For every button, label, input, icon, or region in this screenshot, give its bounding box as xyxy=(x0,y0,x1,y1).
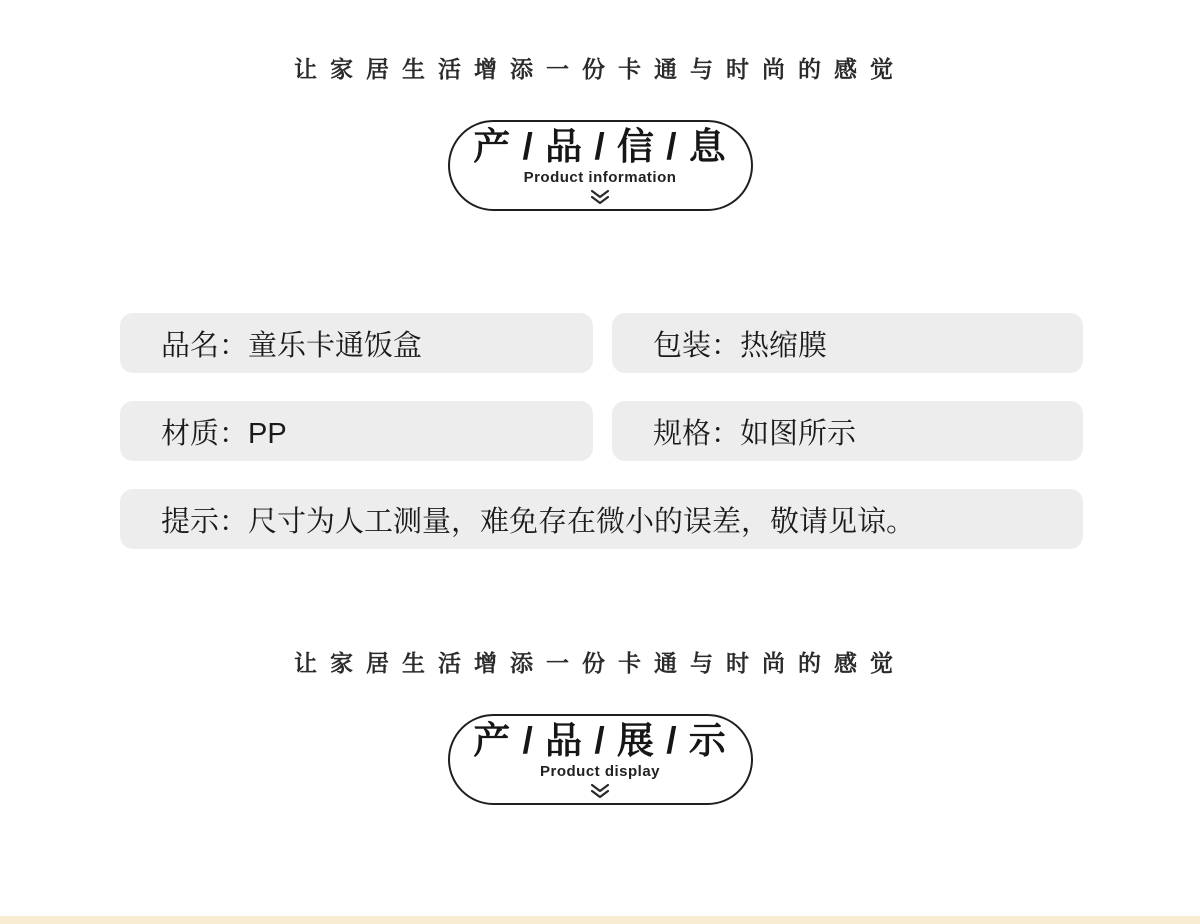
spec-box-packaging xyxy=(612,313,1083,373)
badge-subtitle-en: Product information xyxy=(523,169,677,186)
spec-box-product-name xyxy=(120,313,593,373)
badge-title-zh: 产 / 品 / 展 / 示 xyxy=(473,720,727,761)
product-info-badge xyxy=(448,120,753,211)
spec-text: 材质：PP xyxy=(161,417,287,450)
tagline-top: 让家居生活增添一份卡通与时尚的感觉 xyxy=(294,56,906,82)
badge-title-zh: 产 / 品 / 信 / 息 xyxy=(473,126,727,167)
spec-text: 规格：如图所示 xyxy=(653,417,857,450)
spec-box-specification xyxy=(612,401,1083,461)
badge-subtitle-en: Product display xyxy=(539,763,661,780)
bottom-accent-strip xyxy=(0,916,1200,924)
spec-text: 包装：热缩膜 xyxy=(653,329,828,362)
double-chevron-down-icon xyxy=(589,783,611,799)
double-chevron-down-icon xyxy=(589,189,611,205)
spec-box-material xyxy=(120,401,593,461)
spec-text: 品名：童乐卡通饭盒 xyxy=(161,329,423,362)
note-text: 提示：尺寸为人工测量，难免存在微小的误差，敬请见谅。 xyxy=(161,505,916,538)
spec-grid xyxy=(120,313,1083,549)
note-box xyxy=(120,489,1083,549)
tagline-bottom: 让家居生活增添一份卡通与时尚的感觉 xyxy=(294,650,906,676)
product-display-badge xyxy=(448,714,753,805)
product-display-section xyxy=(0,648,1200,805)
